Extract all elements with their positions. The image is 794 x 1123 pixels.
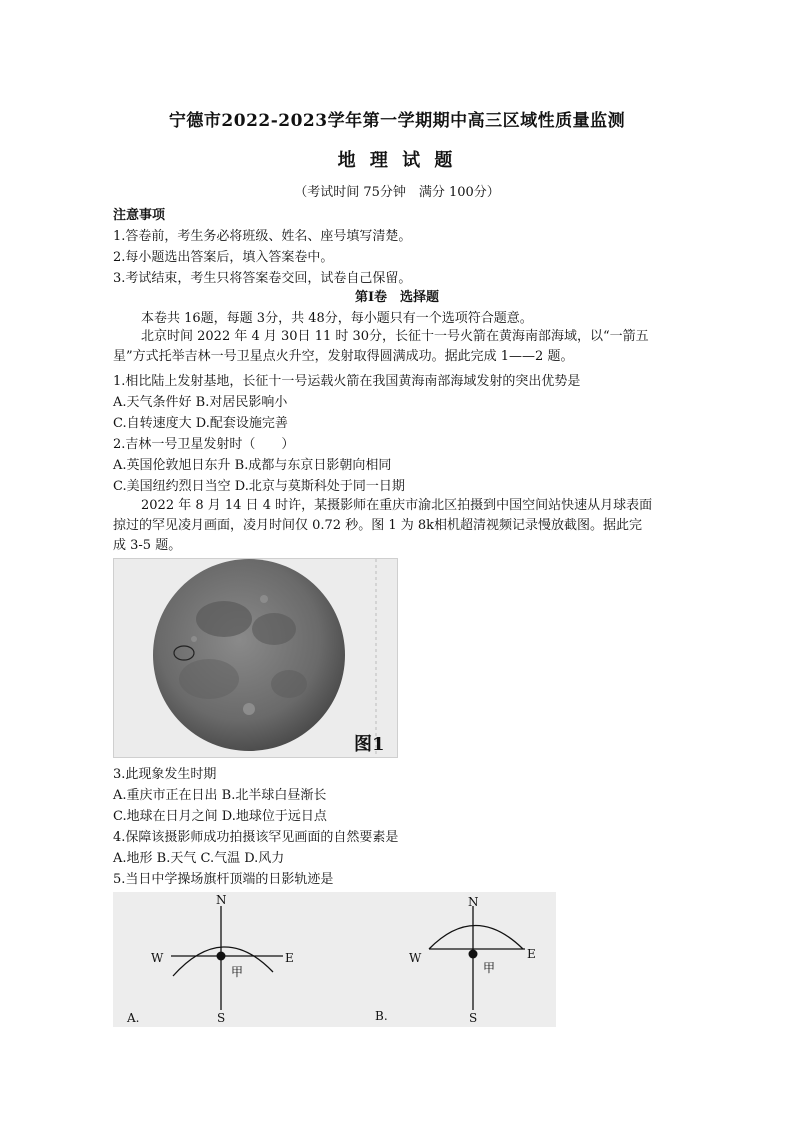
question-option: C.地球在日月之间 D.地球位于远日点 — [113, 809, 327, 824]
north-label: N — [468, 895, 479, 909]
option-a-label: A. — [127, 1011, 140, 1025]
east-label: E — [285, 951, 294, 965]
moon-illustration — [114, 559, 397, 757]
question-option: A.天气条件好 B.对居民影响小 — [113, 395, 288, 410]
question-option: A.重庆市正在日出 B.北半球白昼渐长 — [113, 788, 327, 803]
exam-info: （考试时间 75分钟 满分 100分） — [294, 185, 500, 200]
diagram-a — [126, 893, 294, 1025]
question-option: A.地形 B.天气 C.气温 D.风力 — [113, 851, 285, 866]
note-item: 2.每小题选出答案后，填入答案卷中。 — [113, 250, 334, 265]
question-option: C.自转速度大 D.配套设施完善 — [113, 416, 288, 431]
jia-label: 甲 — [483, 961, 496, 975]
question-stem: 2.吉林一号卫星发射时（ ） — [113, 437, 295, 452]
north-label: N — [216, 893, 227, 907]
option-b-label: B. — [375, 1009, 388, 1023]
passage-1: 北京时间 2022 年 4 月 30日 11 时 30分，长征十一号火箭在黄海南部海域，以“一箭五星”方式托举吉林一号卫星点火升空，发射取得圆满成功。据此完成 1——2 题。 — [113, 329, 649, 364]
section-intro: 本卷共 16题，每题 3分，共 48分，每小题只有一个选项符合题意。 — [141, 311, 533, 326]
notes-heading: 注意事项 — [113, 208, 166, 223]
east-label: E — [527, 947, 536, 961]
jia-label: 甲 — [231, 965, 244, 979]
figure-1-moon — [113, 558, 398, 758]
diagram-b — [375, 895, 536, 1025]
shadow-track-a — [173, 947, 273, 976]
question-stem: 5.当日中学操场旗杆顶端的日影轨迹是 — [113, 872, 334, 887]
question-stem: 1.相比陆上发射基地，长征十一号运载火箭在我国黄海南部海域发射的突出优势是 — [113, 374, 581, 389]
note-item: 1.答卷前，考生务必将班级、姓名、座号填写清楚。 — [113, 229, 412, 244]
south-label: S — [217, 1011, 226, 1025]
west-label: W — [409, 951, 422, 965]
west-label: W — [151, 951, 164, 965]
question-option: C.美国纽约烈日当空 D.北京与莫斯科处于同一日期 — [113, 479, 405, 494]
question-stem: 3.此现象发生时期 — [113, 767, 217, 782]
section-title: 第Ⅰ卷 选择题 — [354, 290, 440, 305]
passage-2: 2022 年 8 月 14 日 4 时许，某摄影师在重庆市渝北区拍摄到中国空间站快速从月球表面掠过的罕见凌月画面，凌月时间仅 0.72 秒。图 1 为 8k相机超清视频记录慢放截图。据此完成 3-5 题。 — [113, 498, 653, 553]
moon-disk — [153, 559, 345, 751]
subject-title: 地 理 试 题 — [337, 150, 457, 171]
south-label: S — [469, 1011, 478, 1025]
exam-title: 宁德市2022-2023学年第一学期期中高三区域性质量监测 — [168, 111, 626, 131]
question-stem: 4.保障该摄影师成功拍摄该罕见画面的自然要素是 — [113, 830, 399, 845]
shadow-track-diagrams — [113, 892, 556, 1027]
shadow-track-b — [429, 926, 523, 950]
pole-base-b — [469, 950, 478, 959]
note-item: 3.考试结束，考生只将答案卷交回，试卷自己保留。 — [113, 271, 412, 286]
question-option: A.英国伦敦旭日东升 B.成都与东京日影朝向相同 — [113, 458, 392, 473]
figure-1-label: 图1 — [354, 734, 385, 755]
pole-base-a — [217, 952, 226, 961]
